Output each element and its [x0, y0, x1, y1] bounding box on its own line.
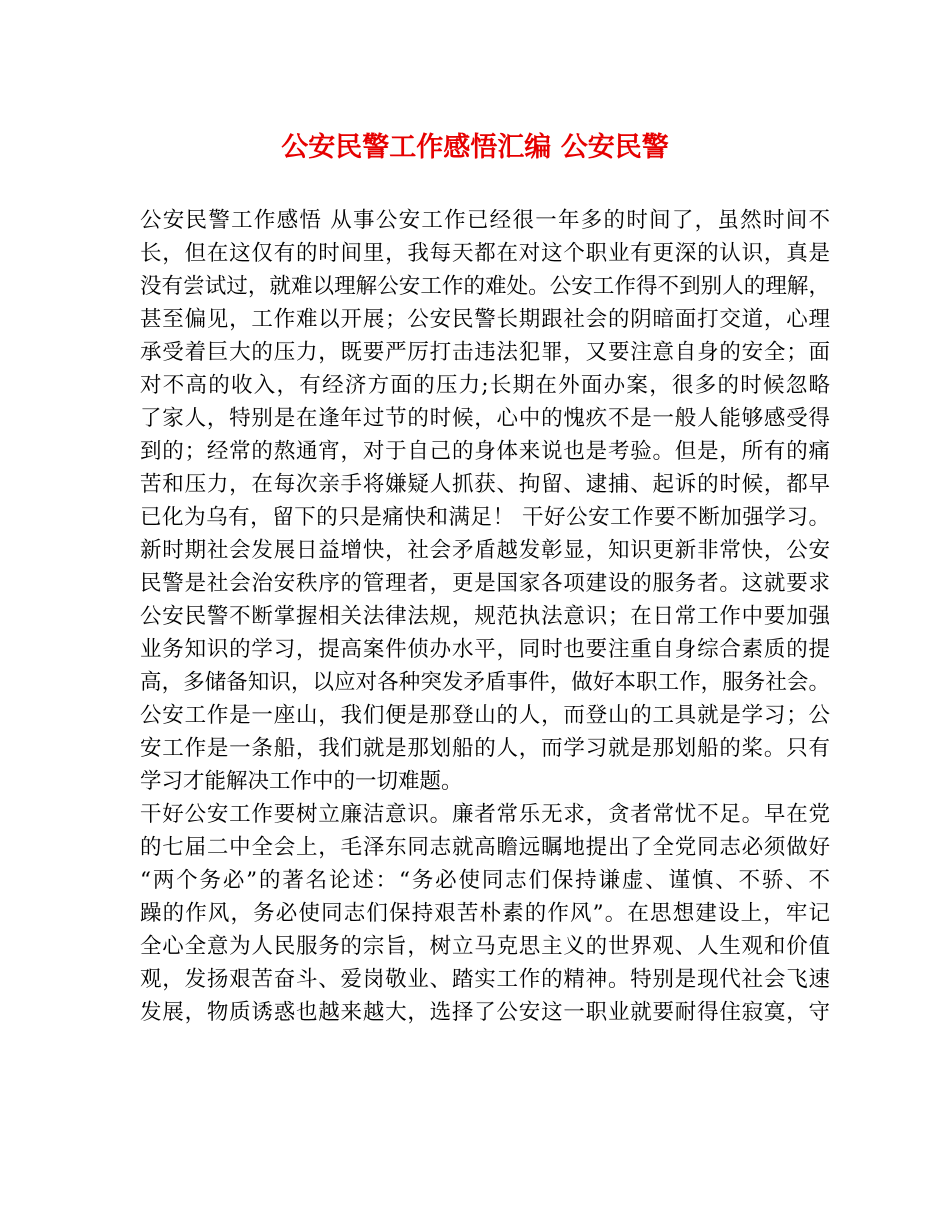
document-body — [140, 204, 830, 1029]
body-line: 干好公安工作要树立廉洁意识。廉者常乐无求，贪者常忧不足。早在党 — [140, 802, 830, 827]
body-line: 学习才能解决工作中的一切难题。 — [140, 769, 463, 794]
body-line: 没有尝试过，就难以理解公安工作的难处。公安工作得不到别人的理解， — [140, 274, 830, 299]
body-line: 发展，物质诱惑也越来越大，选择了公安这一职业就要耐得住寂寞，守 — [140, 1000, 830, 1025]
body-line: 安工作是一条船，我们就是那划船的人，而学习就是那划船的桨。只有 — [140, 736, 830, 761]
body-line: 高，多储备知识，以应对各种突发矛盾事件，做好本职工作，服务社会。 — [140, 670, 830, 695]
body-line: 承受着巨大的压力，既要严厉打击违法犯罪，又要注意自身的安全；面 — [140, 340, 830, 365]
document-title: 公安民警工作感悟汇编 公安民警 — [281, 132, 669, 163]
body-line: 已化为乌有，留下的只是痛快和满足！ 干好公安工作要不断加强学习。 — [140, 505, 830, 530]
body-line: 观，发扬艰苦奋斗、爱岗敬业、踏实工作的精神。特别是现代社会飞速 — [140, 967, 830, 992]
body-line: 公安工作是一座山，我们便是那登山的人，而登山的工具就是学习；公 — [140, 703, 830, 728]
body-line: 民警是社会治安秩序的管理者，更是国家各项建设的服务者。这就要求 — [140, 571, 830, 596]
body-line: 公安民警不断掌握相关法律法规，规范执法意识；在日常工作中要加强 — [140, 604, 830, 629]
body-line: 的七届二中全会上，毛泽东同志就高瞻远瞩地提出了全党同志必须做好 — [140, 835, 830, 860]
body-line: 长，但在这仅有的时间里，我每天都在对这个职业有更深的认识，真是 — [140, 241, 830, 266]
body-line: 业务知识的学习，提高案件侦办水平，同时也要注重自身综合素质的提 — [140, 637, 830, 662]
body-line: 全心全意为人民服务的宗旨，树立马克思主义的世界观、人生观和价值 — [140, 934, 830, 959]
body-line: 了家人，特别是在逢年过节的时候，心中的愧疚不是一般人能够感受得 — [140, 406, 830, 431]
body-line: 甚至偏见，工作难以开展；公安民警长期跟社会的阴暗面打交道，心理 — [140, 307, 830, 332]
body-line: “两个务必”的著名论述：“务必使同志们保持谦虚、谨慎、不骄、不 — [140, 868, 830, 893]
body-line: 对不高的收入，有经济方面的压力;长期在外面办案，很多的时候忽略 — [140, 373, 830, 398]
body-line: 新时期社会发展日益增快，社会矛盾越发彰显，知识更新非常快，公安 — [140, 538, 830, 563]
body-line: 躁的作风，务必使同志们保持艰苦朴素的作风”。在思想建设上，牢记 — [140, 901, 830, 926]
body-line: 到的；经常的熬通宵，对于自己的身体来说也是考验。但是，所有的痛 — [140, 439, 830, 464]
body-line: 苦和压力，在每次亲手将嫌疑人抓获、拘留、逮捕、起诉的时候，都早 — [140, 472, 830, 497]
body-line: 公安民警工作感悟 从事公安工作已经很一年多的时间了，虽然时间不 — [140, 208, 830, 233]
